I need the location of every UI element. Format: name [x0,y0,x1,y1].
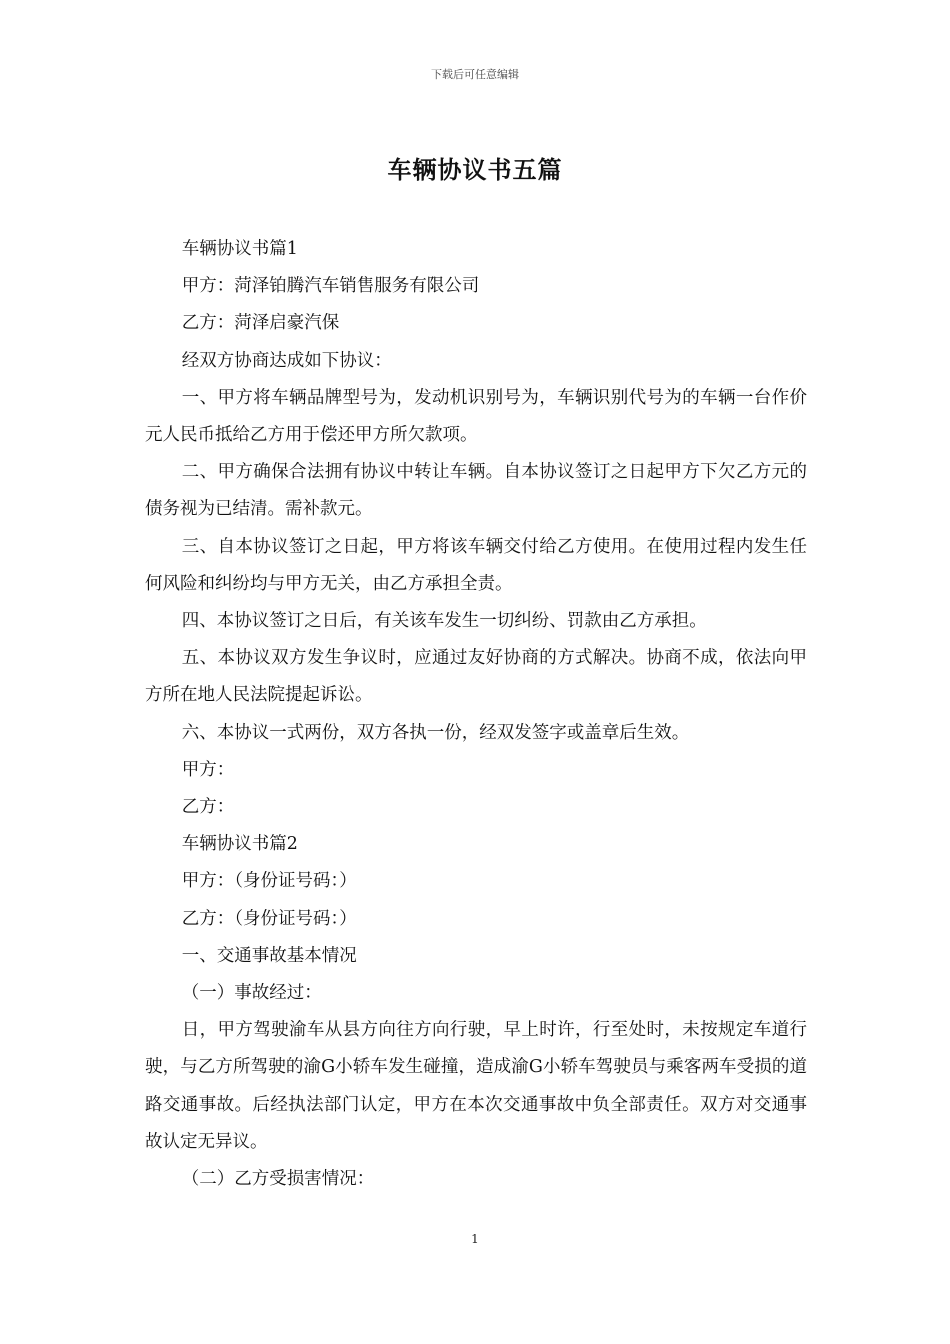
paragraph: 车辆协议书篇1 [181,239,298,259]
paragraph: （二）乙方受损害情况： [181,1169,375,1190]
paragraph: 五、本协议双方发生争议时，应通过友好协商的方式解决。协商不成，依法向甲方所在地人民法院提起诉讼。 [145,648,807,706]
paragraph: 乙方： [181,797,235,818]
paragraph: 二、甲方确保合法拥有协议中转让车辆。自本协议签订之日起甲方下欠乙方元的债务视为已结清。需补款元。 [145,462,807,520]
paragraph: 甲方：菏泽铂腾汽车销售服务有限公司 [181,276,480,297]
paragraph: 乙方：菏泽启豪汽保 [181,313,340,334]
paragraph: 一、交通事故基本情况 [181,945,357,966]
paragraph: 甲方： [181,759,235,780]
document-title: 车辆协议书五篇 [387,156,563,184]
document-body [145,231,807,1198]
paragraph: 日，甲方驾驶渝车从县方向往方向行驶，早上时许，行至处时，未按规定车道行驶，与乙方所驾驶的渝G小轿车发生碰撞，造成渝G小轿车驾驶员与乘客两车受损的道路交通事故。后经执法部门认定，甲方在本次交通事故中负全部责任。双方对交通事故认定无异议。 [145,1020,807,1152]
paragraph: 四、本协议签订之日后，有关该车发生一切纠纷、罚款由乙方承担。 [181,611,707,632]
paragraph: 甲方：（身份证号码：） [181,871,357,892]
paragraph: 三、自本协议签订之日起，甲方将该车辆交付给乙方使用。在使用过程内发生任何风险和纠纷均与甲方无关，由乙方承担全责。 [145,536,807,594]
paragraph: （一）事故经过： [181,983,322,1004]
paragraph: 一、甲方将车辆品牌型号为，发动机识别号为，车辆识别代号为的车辆一台作价元人民币抵给乙方用于偿还甲方所欠款项。 [145,387,807,446]
paragraph: 经双方协商达成如下协议： [181,350,392,371]
paragraph: 六、本协议一式两份，双方各执一份，经双发签字或盖章后生效。 [181,722,690,743]
paragraph: 车辆协议书篇2 [181,834,298,855]
paragraph: 乙方：（身份证号码：） [181,908,357,929]
page-header: 下载后可任意编辑 [431,68,519,81]
page-number: 1 [471,1232,479,1246]
